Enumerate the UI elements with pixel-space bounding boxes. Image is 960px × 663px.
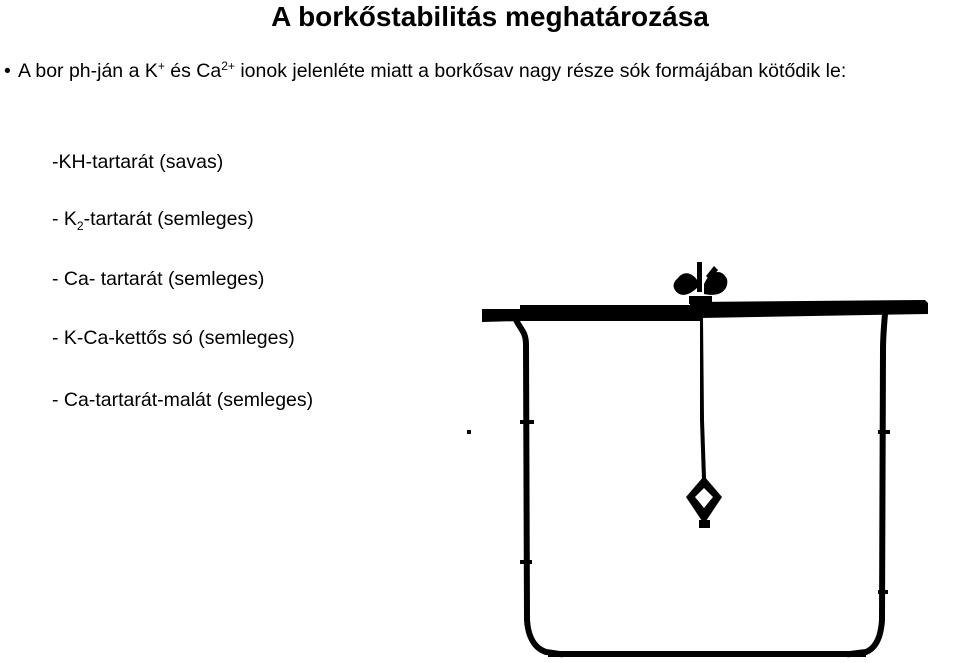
- thread-line: [700, 318, 706, 480]
- list-item-k-ca-double-salt: - K-Ca-kettős só (semleges): [52, 327, 295, 349]
- k2-prefix: - K: [52, 208, 77, 230]
- page-title: A borkőstabilitás meghatározása: [271, 1, 709, 32]
- beaker-right-wall: [850, 314, 885, 654]
- k2-suffix: -tartarát (semleges): [83, 208, 254, 230]
- crystal-icon: [686, 476, 722, 528]
- bullet-marker: •: [4, 60, 11, 82]
- potassium-charge: +: [157, 59, 165, 73]
- intro-text-part2: és Ca: [164, 60, 222, 82]
- intro-text-part1: A bor ph-ján a K: [18, 60, 158, 82]
- calcium-charge: 2+: [221, 59, 235, 73]
- left-wall-notch: [520, 560, 532, 564]
- right-wall-notch: [878, 590, 888, 594]
- list-item-ca-tartarate: - Ca- tartarát (semleges): [52, 268, 265, 290]
- list-item-kh-tartarate: -KH-tartarát (savas): [52, 151, 224, 173]
- knot-icon: [674, 262, 728, 304]
- list-item-ca-tartarate-malate: - Ca-tartarát-malát (semleges): [52, 389, 314, 411]
- right-wall-notch: [878, 430, 890, 434]
- stray-dot: [467, 430, 471, 434]
- intro-text-part3: ionok jelenléte miatt a borkősav nagy része sók formájában kötődik le:: [234, 60, 847, 82]
- left-wall-notch: [520, 420, 534, 424]
- beaker-left-wall: [516, 320, 560, 654]
- k2-subscript: 2: [76, 219, 84, 233]
